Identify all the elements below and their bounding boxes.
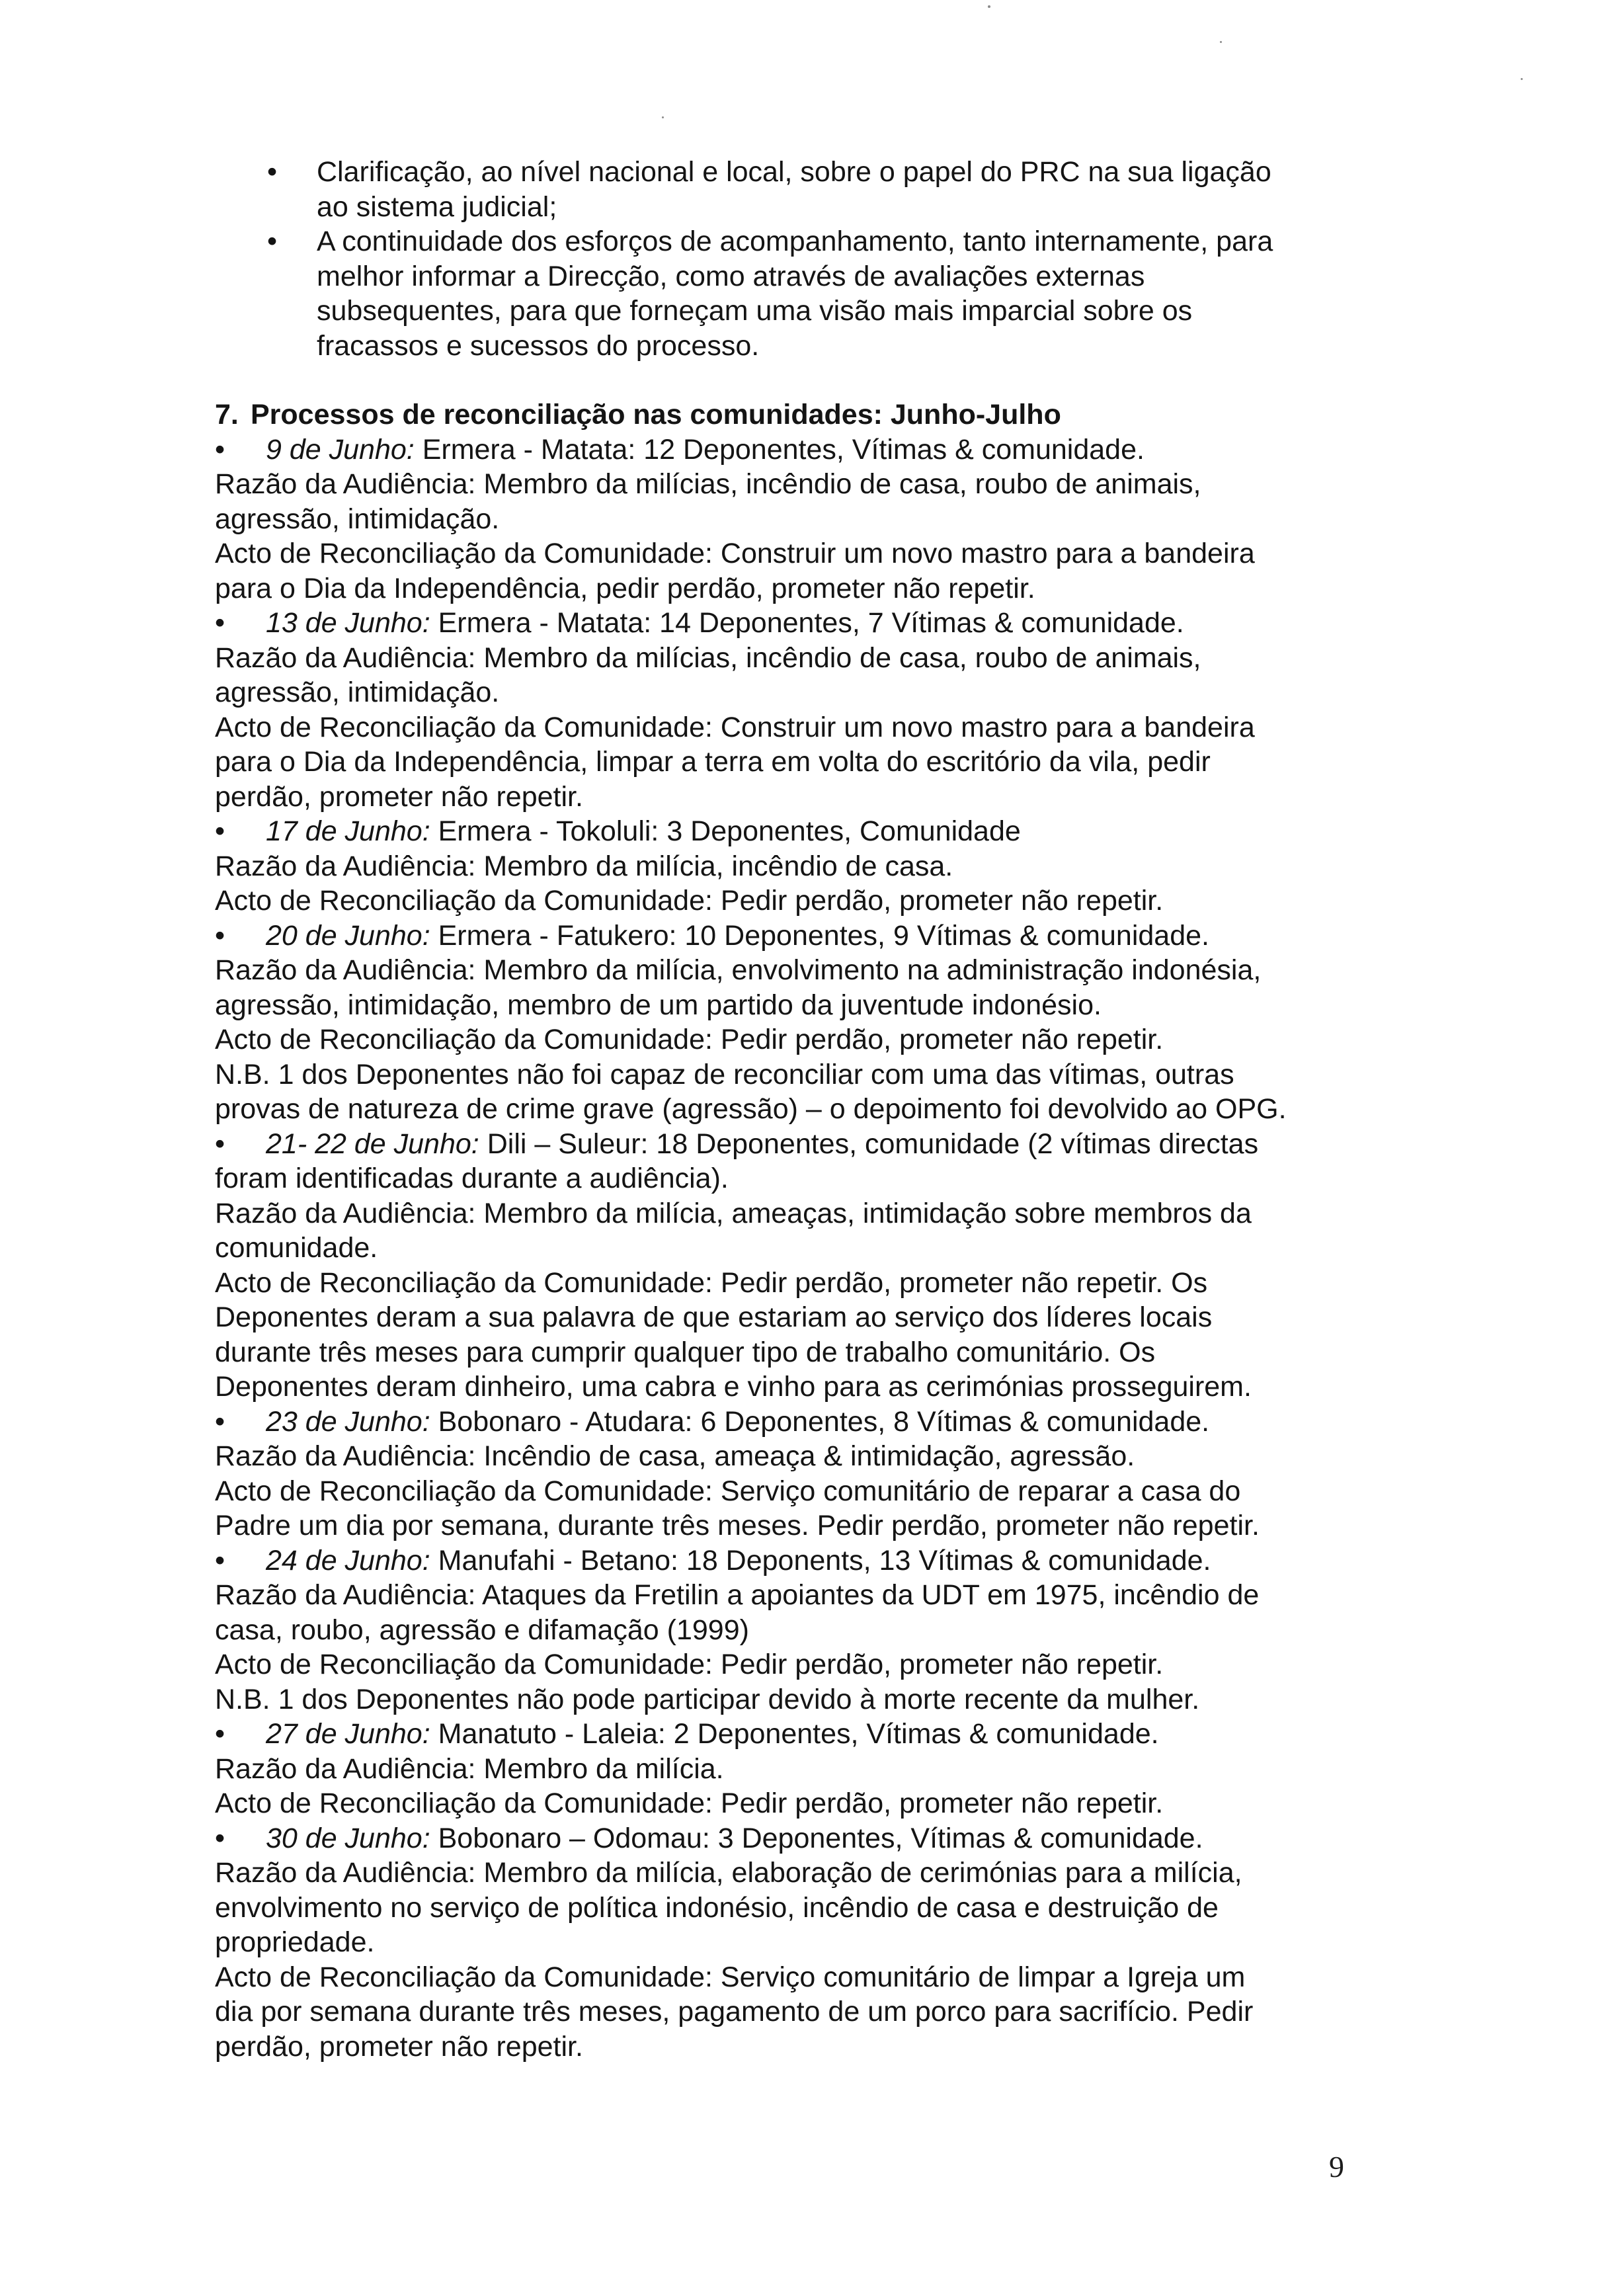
hearing-detail-line: Razão da Audiência: Ataques da Fretilin a apoiantes da UDT em 1975, incêndio de [215, 1579, 1260, 1611]
hearing-entry [215, 606, 1365, 814]
hearing-detail-line: para o Dia da Independência, pedir perdão, prometer não repetir. [215, 572, 1035, 604]
hearing-detail-line: Razão da Audiência: Membro da milícia, envolvimento na administração indonésia, [215, 954, 1262, 986]
hearing-detail-line: Razão da Audiência: Membro da milícia, incêndio de casa. [215, 850, 953, 882]
bullet-icon: • [215, 433, 225, 466]
hearing-entry [215, 1821, 1365, 2065]
hearing-entry [215, 1127, 1365, 1405]
hearing-detail-line: Razão da Audiência: Membro da milícia, ameaças, intimidação sobre membros da [215, 1197, 1252, 1229]
bullet-line: melhor informar a Direcção, como através de avaliações externas [317, 260, 1145, 292]
hearing-detail-line: Razão da Audiência: Membro da milícia, elaboração de cerimónias para a milícia, [215, 1857, 1242, 1889]
hearing-detail-line: agressão, intimidação. [215, 676, 500, 708]
bullet-line: A continuidade dos esforços de acompanhamento, tanto internamente, para [317, 226, 1273, 257]
bullet-line: fracassos e sucessos do processo. [317, 329, 760, 362]
hearing-detail-line: Razão da Audiência: Membro da milícias, incêndio de casa, roubo de animais, [215, 468, 1201, 500]
section-title: Processos de reconciliação nas comunidades: Junho-Julho [251, 399, 1061, 430]
bullet-icon: • [215, 1128, 225, 1160]
hearing-summary: Bobonaro – Odomau: 3 Deponentes, Vítimas & comunidade. [430, 1822, 1203, 1854]
bullet-line: ao sistema judicial; [317, 190, 557, 223]
top-bullet-item [215, 155, 1365, 224]
hearing-summary: Ermera - Tokoluli: 3 Deponentes, Comunidade [430, 815, 1021, 847]
reconciliation-entries [215, 432, 1365, 2065]
hearing-detail-line: agressão, intimidação. [215, 503, 500, 535]
hearing-entry-heading [215, 432, 1365, 468]
hearing-detail-line: foram identificadas durante a audiência). [215, 1163, 729, 1194]
section-number: 7. [215, 399, 239, 430]
bullet-line: subsequentes, para que forneçam uma visão mais imparcial sobre os [317, 295, 1193, 327]
hearing-entry-heading [215, 814, 1365, 849]
bullet-icon: • [215, 1405, 225, 1438]
document-body [215, 155, 1365, 2064]
hearing-date: 17 de Junho: [266, 815, 430, 847]
hearing-entry-heading [215, 1127, 1365, 1162]
bullet-icon: • [267, 156, 278, 188]
hearing-date: 23 de Junho: [266, 1405, 430, 1438]
hearing-entry [215, 919, 1365, 1127]
hearing-detail-line: Acto de Reconciliação da Comunidade: Pedir perdão, prometer não repetir. [215, 1649, 1164, 1680]
hearing-summary: Ermera - Matata: 14 Deponentes, 7 Vítimas & comunidade. [430, 607, 1184, 639]
bullet-icon: • [215, 1718, 225, 1750]
hearing-detail-line: Acto de Reconciliação da Comunidade: Pedir perdão, prometer não repetir. [215, 1024, 1164, 1055]
bullet-line: Clarificação, ao nível nacional e local, sobre o papel do PRC na sua ligação [317, 156, 1271, 188]
hearing-detail-line: Acto de Reconciliação da Comunidade: Construir um novo mastro para a bandeira [215, 538, 1255, 569]
hearing-entry-heading [215, 1717, 1365, 1752]
hearing-date: 20 de Junho: [266, 919, 430, 952]
bullet-icon: • [215, 815, 225, 847]
hearing-entry-heading [215, 1405, 1365, 1440]
hearing-date: 30 de Junho: [266, 1822, 430, 1854]
page-number: 9 [1329, 2150, 1344, 2184]
hearing-summary: Manatuto - Laleia: 2 Deponentes, Vítimas & comunidade. [430, 1718, 1159, 1750]
hearing-detail-line: envolvimento no serviço de política indonésio, incêndio de casa e destruição de [215, 1891, 1219, 1924]
hearing-entry-heading [215, 1821, 1365, 1856]
hearing-entry [215, 814, 1365, 919]
hearing-detail-line: provas de natureza de crime grave (agressão) – o depoimento foi devolvido ao OPG. [215, 1093, 1287, 1125]
hearing-detail-line: propriedade. [215, 1926, 375, 1958]
hearing-summary: Dili – Suleur: 18 Deponentes, comunidade (2 vítimas directas [479, 1128, 1259, 1160]
hearing-date: 21- 22 de Junho: [266, 1128, 479, 1160]
hearing-detail-line: perdão, prometer não repetir. [215, 780, 583, 813]
hearing-detail-line: Acto de Reconciliação da Comunidade: Serviço comunitário de reparar a casa do [215, 1475, 1241, 1507]
hearing-detail-line: comunidade. [215, 1232, 378, 1264]
hearing-date: 24 de Junho: [266, 1544, 430, 1577]
scan-speck [1220, 41, 1222, 43]
hearing-entry-heading [215, 919, 1365, 954]
hearing-detail-line: Padre um dia por semana, durante três meses. Pedir perdão, prometer não repetir. [215, 1510, 1260, 1541]
hearing-detail-line: para o Dia da Independência, limpar a terra em volta do escritório da vila, pedir [215, 746, 1211, 778]
bullet-icon: • [215, 607, 225, 639]
hearing-detail-line: Razão da Audiência: Membro da milícias, incêndio de casa, roubo de animais, [215, 641, 1201, 674]
hearing-summary: Bobonaro - Atudara: 6 Deponentes, 8 Vítimas & comunidade. [430, 1405, 1210, 1438]
hearing-detail-line: durante três meses para cumprir qualquer tipo de trabalho comunitário. Os [215, 1336, 1156, 1368]
bullet-icon: • [267, 226, 278, 257]
hearing-detail-line: Acto de Reconciliação da Comunidade: Pedir perdão, prometer não repetir. [215, 885, 1164, 917]
hearing-detail-line: Razão da Audiência: Membro da milícia. [215, 1752, 724, 1785]
hearing-entry-heading [215, 1543, 1365, 1578]
section-heading [215, 397, 1365, 432]
hearing-detail-line: N.B. 1 dos Deponentes não pode participar devido à morte recente da mulher. [215, 1683, 1200, 1715]
hearing-detail-line: perdão, prometer não repetir. [215, 2030, 583, 2063]
hearing-entry [215, 1717, 1365, 1821]
hearing-date: 27 de Junho: [266, 1718, 430, 1750]
scan-speck [662, 116, 664, 118]
hearing-entry-heading [215, 606, 1365, 641]
hearing-entry [215, 1405, 1365, 1543]
hearing-date: 9 de Junho: [266, 433, 415, 466]
hearing-detail-line: Acto de Reconciliação da Comunidade: Pedir perdão, prometer não repetir. Os [215, 1266, 1208, 1299]
hearing-entry [215, 432, 1365, 606]
scan-speck [988, 5, 990, 8]
hearing-detail-line: agressão, intimidação, membro de um partido da juventude indonésio. [215, 989, 1102, 1021]
hearing-detail-line: Deponentes deram a sua palavra de que estariam ao serviço dos líderes locais [215, 1301, 1213, 1333]
hearing-detail-line: Deponentes deram dinheiro, uma cabra e vinho para as cerimónias prosseguirem. [215, 1371, 1252, 1403]
hearing-detail-line: Acto de Reconciliação da Comunidade: Serviço comunitário de limpar a Igreja um [215, 1961, 1246, 1993]
hearing-summary: Manufahi - Betano: 18 Deponents, 13 Vítimas & comunidade. [430, 1544, 1211, 1577]
hearing-entry [215, 1543, 1365, 1717]
top-bullet-item [215, 224, 1365, 363]
hearing-detail-line: Acto de Reconciliação da Comunidade: Construir um novo mastro para a bandeira [215, 711, 1255, 743]
bullet-icon: • [215, 919, 225, 952]
hearing-detail-line: casa, roubo, agressão e difamação (1999) [215, 1614, 749, 1646]
hearing-summary: Ermera - Fatukero: 10 Deponentes, 9 Vítimas & comunidade. [430, 919, 1209, 952]
hearing-detail-line: dia por semana durante três meses, pagamento de um porco para sacrifício. Pedir [215, 1996, 1254, 2028]
hearing-date: 13 de Junho: [266, 607, 430, 639]
hearing-detail-line: Razão da Audiência: Incêndio de casa, ameaça & intimidação, agressão. [215, 1440, 1135, 1472]
top-bullet-list [215, 155, 1365, 363]
hearing-detail-line: N.B. 1 dos Deponentes não foi capaz de reconciliar com uma das vítimas, outras [215, 1058, 1234, 1090]
scan-speck [1521, 78, 1523, 80]
hearing-summary: Ermera - Matata: 12 Deponentes, Vítimas & comunidade. [414, 433, 1145, 466]
bullet-icon: • [215, 1822, 225, 1854]
bullet-icon: • [215, 1544, 225, 1577]
hearing-detail-line: Acto de Reconciliação da Comunidade: Pedir perdão, prometer não repetir. [215, 1787, 1164, 1819]
